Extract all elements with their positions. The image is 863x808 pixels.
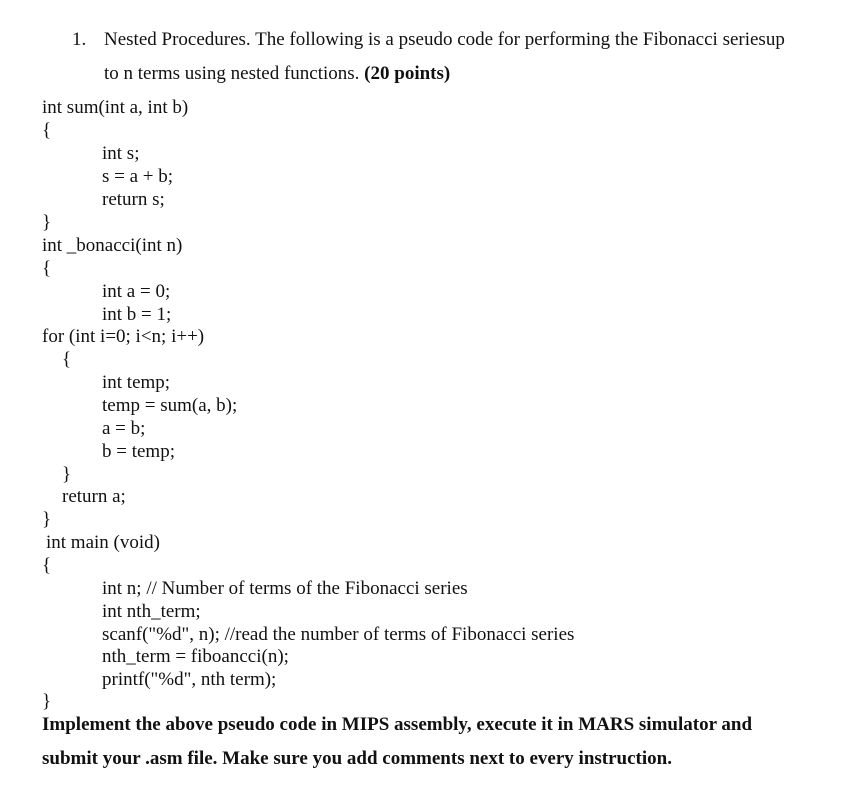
code-line: int nth_term;: [102, 601, 201, 622]
instructions-line2: submit your .asm file. Make sure you add comments next to every instruction.: [42, 748, 672, 769]
code-line: a = b;: [102, 418, 146, 439]
code-line: for (int i=0; i<n; i++): [42, 326, 205, 347]
code-line: b = temp;: [102, 441, 175, 462]
code-line: temp = sum(a, b);: [102, 395, 238, 416]
code-line: int n; // Number of terms of the Fibonacci series: [102, 578, 468, 599]
instructions-line1: Implement the above pseudo code in MIPS assembly, execute it in MARS simulator and: [42, 714, 753, 735]
code-line: int a = 0;: [102, 281, 171, 302]
question-points: (20 points): [364, 63, 451, 84]
code-line: s = a + b;: [102, 166, 174, 187]
code-line: {: [42, 555, 52, 576]
code-line: printf("%d", nth term);: [102, 669, 277, 690]
question-title-line2: [104, 63, 450, 85]
code-line: scanf("%d", n); //read the number of terms of Fibonacci series: [102, 624, 575, 645]
code-line: {: [62, 349, 72, 370]
question-title-line1: Nested Procedures. The following is a pseudo code for performing the Fibonacci seriesup: [104, 29, 785, 50]
code-line: }: [42, 212, 52, 233]
question-title-line2-plain: to n terms using nested functions.: [104, 63, 365, 84]
code-line: int sum(int a, int b): [42, 97, 189, 118]
question-number: 1.: [72, 29, 87, 50]
code-line: }: [42, 691, 52, 712]
code-line: {: [42, 120, 52, 141]
code-line: {: [42, 258, 52, 279]
code-line: }: [62, 464, 72, 485]
code-line: nth_term = fiboancci(n);: [102, 646, 289, 667]
code-line: }: [42, 509, 52, 530]
code-line: return a;: [62, 486, 126, 507]
code-line: int temp;: [102, 372, 171, 393]
code-line: return s;: [102, 189, 165, 210]
code-line: int main (void): [46, 532, 160, 553]
code-line: int b = 1;: [102, 304, 172, 325]
code-line: int s;: [102, 143, 140, 164]
code-line: int _bonacci(int n): [42, 235, 183, 256]
